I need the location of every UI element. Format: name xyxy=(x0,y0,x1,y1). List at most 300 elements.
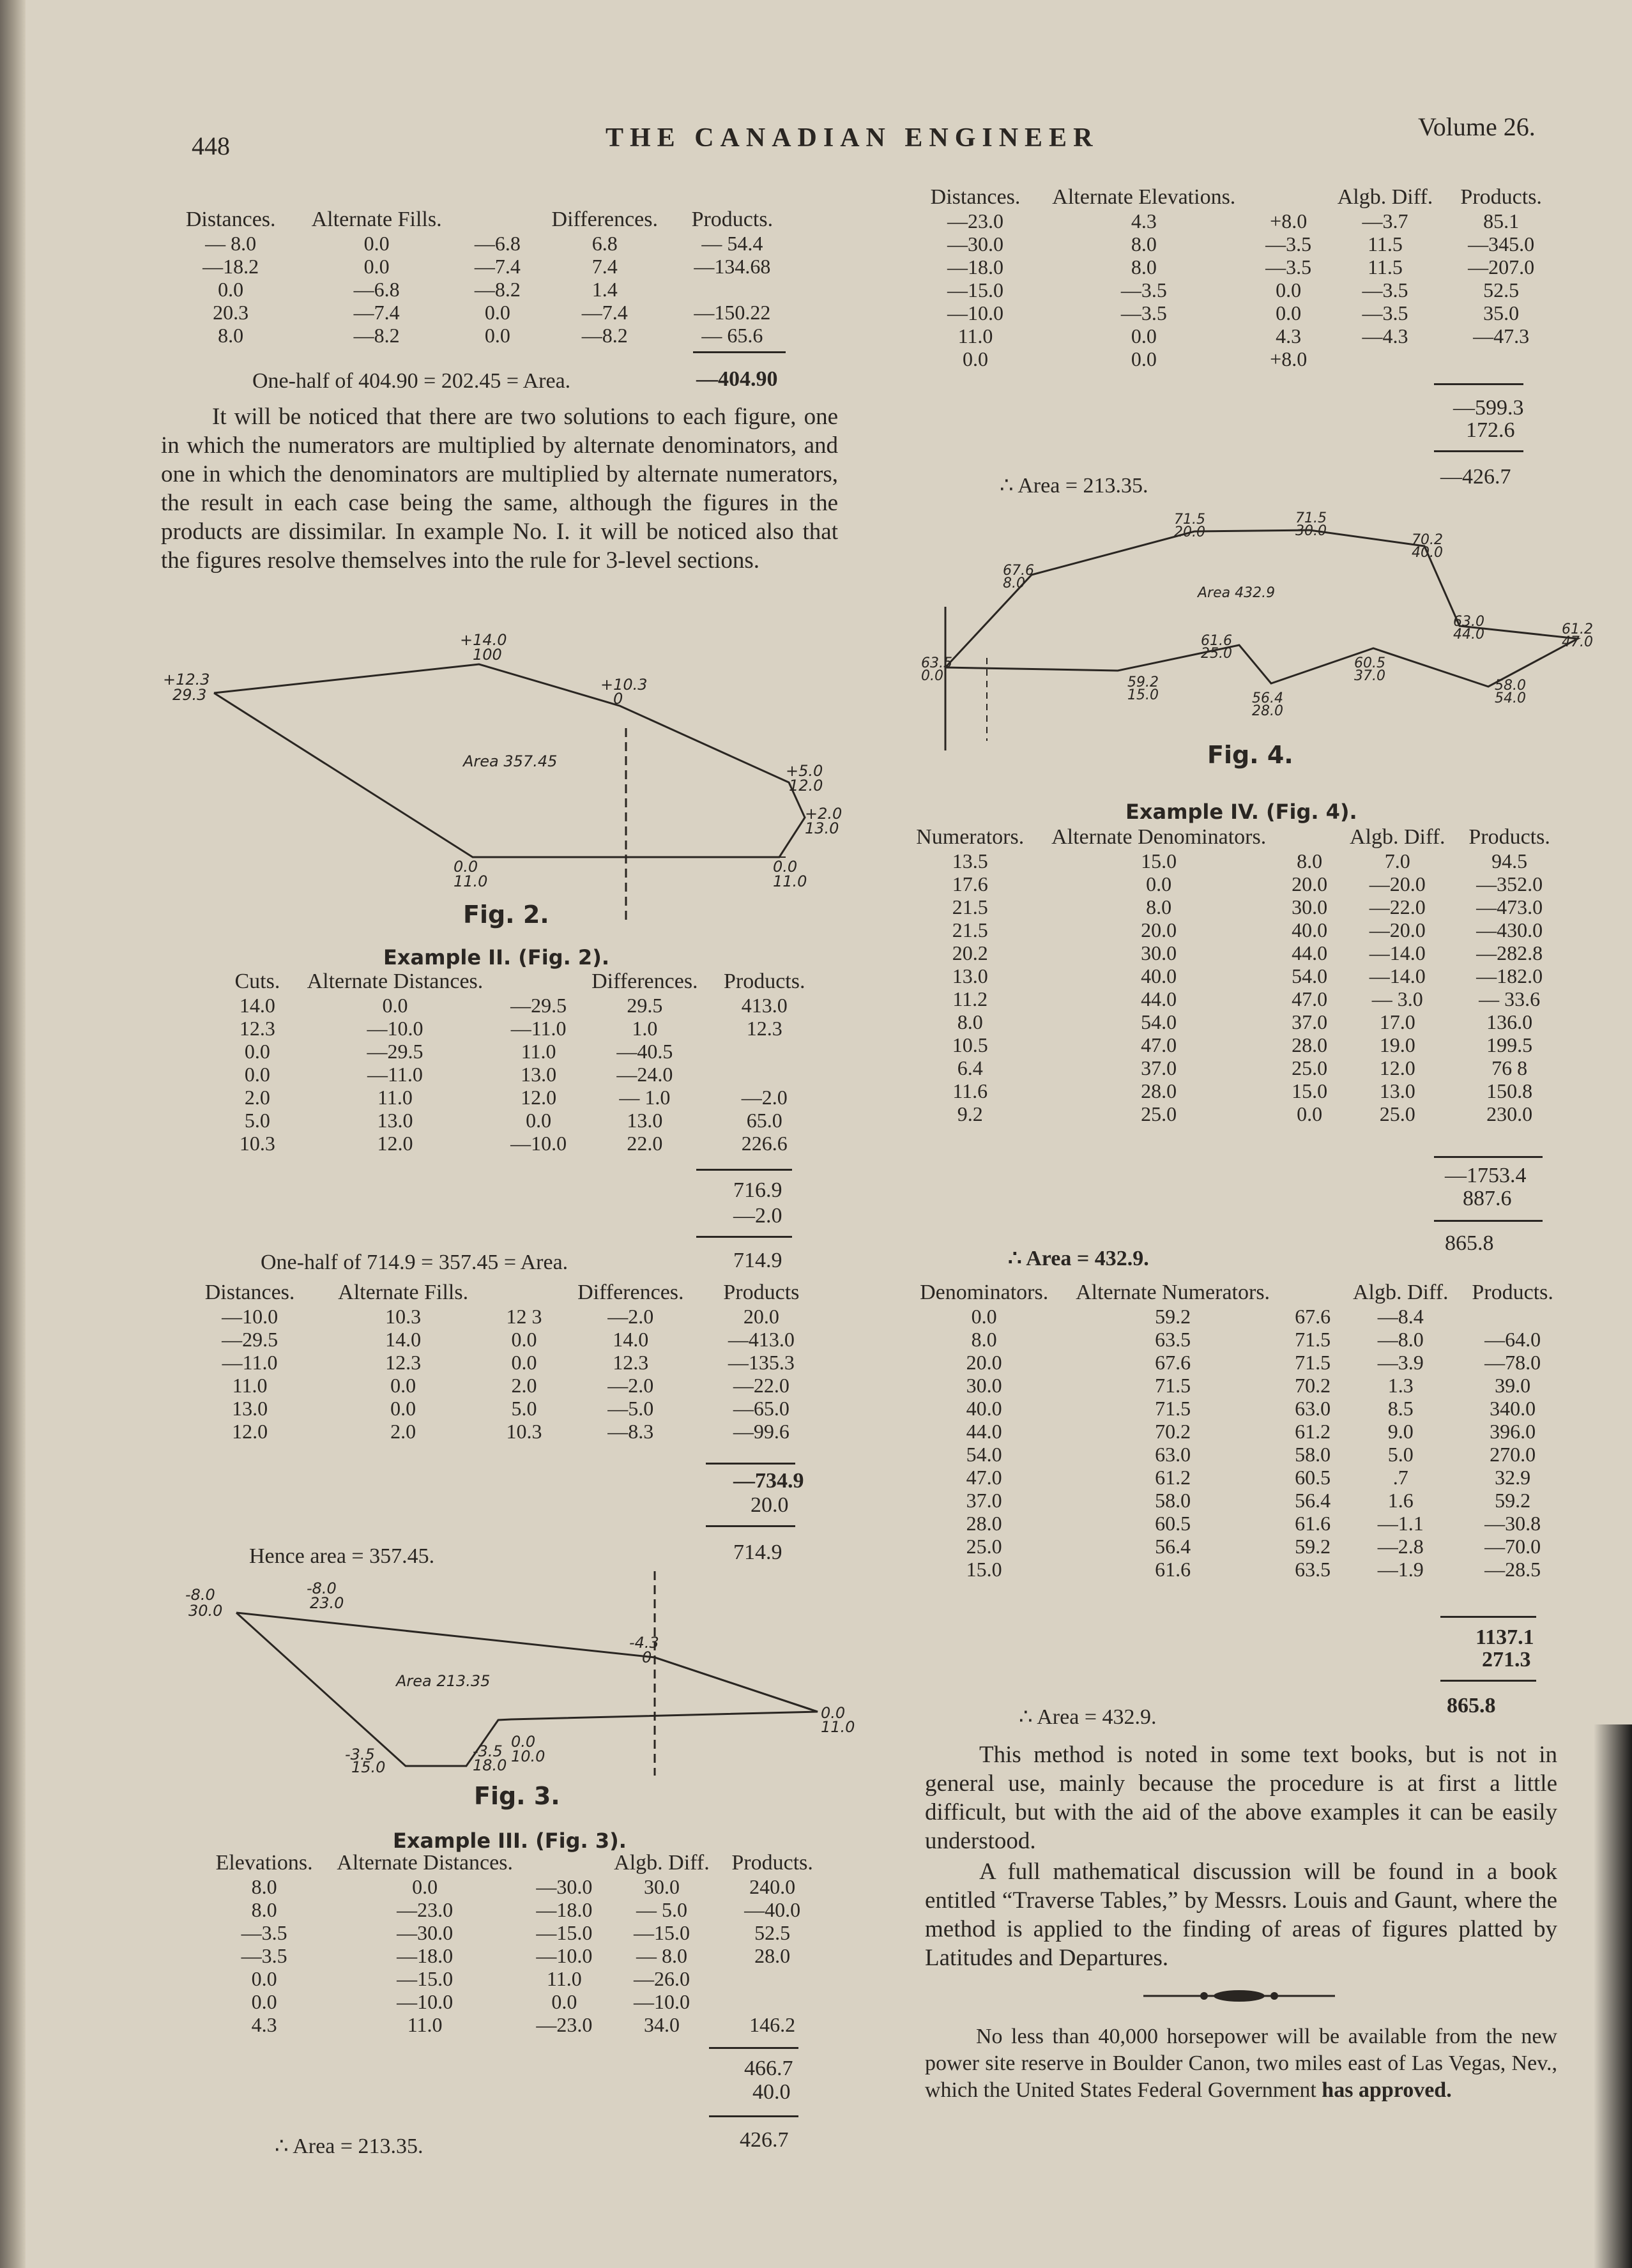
rule xyxy=(706,1525,795,1527)
table-cell: 1.6 xyxy=(1387,1489,1414,1512)
table-cell: —23.0 xyxy=(947,209,1003,232)
table-cell xyxy=(1323,347,1447,370)
table-cell xyxy=(711,1063,818,1086)
table-cell: 0.0 xyxy=(218,278,244,301)
table-row xyxy=(907,1489,1565,1512)
figure-label: 12.0 xyxy=(789,777,823,795)
table-cell xyxy=(1447,347,1555,370)
table-row xyxy=(917,301,1555,324)
table-row xyxy=(907,1558,1565,1581)
figure-label: -8.0 xyxy=(185,1586,215,1604)
table-cell: —40.5 xyxy=(616,1040,673,1063)
table4b-subtotal-2: 271.3 xyxy=(1482,1648,1531,1671)
table-cell: —473.0 xyxy=(1476,895,1543,918)
table-cell: 67.6 xyxy=(1295,1305,1331,1328)
table-row xyxy=(224,994,818,1017)
table-row xyxy=(907,1466,1565,1489)
table-cell: 0.0 xyxy=(363,232,390,255)
example-3-subtotal-2: 40.0 xyxy=(752,2080,791,2104)
table-cell: 85.1 xyxy=(1483,209,1520,232)
table-cell: 4.3 xyxy=(251,2013,277,2036)
table-cell: 63.0 xyxy=(1155,1443,1191,1466)
table-cell: 9.2 xyxy=(957,1102,983,1125)
table-cell: 226.6 xyxy=(741,1132,788,1155)
table-cell: 0.0 xyxy=(1131,347,1157,370)
table-cell: 0.0 xyxy=(511,1351,537,1374)
table-cell: 8.0 xyxy=(957,1010,983,1033)
table-row xyxy=(917,278,1555,301)
table-cell: 15.0 xyxy=(1292,1079,1328,1102)
table-cell: 28.0 xyxy=(966,1512,1002,1535)
page-number: 448 xyxy=(192,132,230,160)
figure-label: 30.0 xyxy=(1295,523,1327,539)
table-row xyxy=(917,324,1555,347)
table-cell: 34.0 xyxy=(643,2013,680,2036)
table-row xyxy=(907,1420,1565,1443)
table-cell: 58.0 xyxy=(1295,1443,1331,1466)
column-header: Differences. xyxy=(551,208,658,231)
table-cell: 7.0 xyxy=(1384,849,1410,872)
table-cell: —29.5 xyxy=(367,1040,423,1063)
table-row xyxy=(204,1967,824,1990)
table-cell: 0.0 xyxy=(1146,872,1172,895)
table3b-area: ∴ Area = 213.35. xyxy=(1000,474,1148,498)
table-cell: —70.0 xyxy=(1484,1535,1541,1558)
table-row xyxy=(185,1351,818,1374)
column-header: Distances. xyxy=(185,208,276,231)
table3b-total: —426.7 xyxy=(1440,465,1511,489)
table-cell: —15.0 xyxy=(633,1921,690,1944)
figure-3-diagram xyxy=(179,1565,856,1776)
example-2-table xyxy=(224,970,818,1155)
table-cell: 59.2 xyxy=(1295,1535,1331,1558)
figure-area-label: Area 357.45 xyxy=(463,752,558,770)
table-cell: 22.0 xyxy=(627,1132,663,1155)
table-row xyxy=(204,1990,824,2013)
table-cell: 59.2 xyxy=(1155,1305,1191,1328)
table-row xyxy=(185,1374,818,1397)
figure-label: 20.0 xyxy=(1174,524,1205,540)
table-cell: 0.0 xyxy=(551,1990,577,2013)
figure-label: 100 xyxy=(473,646,502,664)
table-row xyxy=(917,255,1555,278)
table-cell: 5.0 xyxy=(244,1109,270,1132)
figure-label: 61.2 xyxy=(1562,621,1593,637)
table-cell: —2.8 xyxy=(1377,1535,1424,1558)
table-cell: —26.0 xyxy=(633,1967,690,1990)
table-row xyxy=(169,232,789,255)
table-row xyxy=(904,895,1562,918)
table-cell: 5.0 xyxy=(511,1397,537,1420)
table-cell: 8.0 xyxy=(251,1898,277,1921)
table-cell: 11.0 xyxy=(957,324,993,347)
table-cell: —8.2 xyxy=(353,324,400,347)
table-cell: — 65.6 xyxy=(701,324,763,347)
table-row xyxy=(224,1086,818,1109)
table-cell: 11.0 xyxy=(377,1086,413,1109)
table-header-row xyxy=(185,1281,818,1305)
table-cell: 21.5 xyxy=(952,918,988,941)
paragraph-traverse-tables: A full mathematical discussion will be found in a book entitled “Traverse Tables,” by Messrs. Louis and Gaunt, where the method is applied to the finding of areas of figures platted by Latitudes and Departures. xyxy=(925,1859,1557,1971)
table-cell: 52.5 xyxy=(754,1921,791,1944)
figure-area-label: Area 213.35 xyxy=(396,1672,491,1690)
table-cell: —3.9 xyxy=(1377,1351,1424,1374)
table-cell: 11.0 xyxy=(546,1967,582,1990)
table-row xyxy=(224,1017,818,1040)
figure-label: 63.5 xyxy=(921,655,952,671)
table-cell: 0.0 xyxy=(963,347,988,370)
table-cell: 61.6 xyxy=(1155,1558,1191,1581)
column-header: Distances. xyxy=(930,185,1021,209)
table-cell: —15.0 xyxy=(397,1967,454,1990)
table-cell: 0.0 xyxy=(484,324,510,347)
table-cell: —18.0 xyxy=(536,1898,593,1921)
table-cell: 1.3 xyxy=(1387,1374,1414,1397)
rule xyxy=(1440,1680,1536,1682)
table-cell: 11.0 xyxy=(232,1374,268,1397)
table-cell: 47.0 xyxy=(1292,987,1328,1010)
table-cell: —10.0 xyxy=(397,1990,454,2013)
table-cell: —282.8 xyxy=(1476,941,1543,964)
table-cell: — 1.0 xyxy=(619,1086,671,1109)
table-row xyxy=(904,1079,1562,1102)
table-cell: —10.0 xyxy=(536,1944,593,1967)
column-header: Alternate Denominators. xyxy=(1051,825,1267,849)
figure-label: +14.0 xyxy=(460,631,507,649)
example-4-area: ∴ Area = 432.9. xyxy=(1008,1247,1149,1270)
example-4-title: Example IV. (Fig. 4). xyxy=(1125,800,1357,824)
column-header: Algb. Diff. xyxy=(1353,1281,1449,1304)
table-cell: 0.0 xyxy=(363,255,390,278)
figure-label: 13.0 xyxy=(805,819,839,837)
table-cell: 0.0 xyxy=(382,994,408,1017)
table-row xyxy=(204,1875,824,1898)
figure-2-diagram xyxy=(160,631,843,920)
table-cell: 54.0 xyxy=(966,1443,1002,1466)
table-cell: —6.8 xyxy=(474,232,521,255)
table-cell: 28.0 xyxy=(1141,1079,1177,1102)
table-cell: 71.5 xyxy=(1295,1328,1331,1351)
column-header: Cuts. xyxy=(234,970,280,993)
table-cell: .7 xyxy=(1392,1466,1408,1489)
book-gutter xyxy=(0,0,26,2268)
column-header: Differences. xyxy=(577,1281,684,1304)
table-cell: 8.0 xyxy=(218,324,244,347)
table-row xyxy=(907,1397,1565,1420)
figure-label: +12.3 xyxy=(163,671,210,689)
table-cell: 30.0 xyxy=(1141,941,1177,964)
table-cell: 61.2 xyxy=(1295,1420,1331,1443)
table-cell: —7.4 xyxy=(581,301,628,324)
table-cell: +8.0 xyxy=(1270,209,1308,232)
column-header: Alternate Distances. xyxy=(307,970,484,993)
table-cell: —1.1 xyxy=(1377,1512,1424,1535)
figure-label: 63.0 xyxy=(1453,614,1484,630)
table-row xyxy=(907,1535,1565,1558)
table-cell: 17.6 xyxy=(952,872,988,895)
table-cell: 32.9 xyxy=(1495,1466,1531,1489)
figure-label: -4.3 xyxy=(629,1634,659,1652)
figure-label: +10.3 xyxy=(600,676,648,694)
example-2-subtotal-1: 716.9 xyxy=(733,1178,782,1202)
boulder-text: No less than 40,000 horsepower will be available from the new power site reserve in Boulder Canon, two miles east of Las Vegas, Nev., which the United States Federal Government xyxy=(925,2025,1557,2102)
rule xyxy=(1440,1616,1536,1618)
table4b-area: ∴ Area = 432.9. xyxy=(1019,1705,1157,1729)
table-cell: 61.6 xyxy=(1295,1512,1331,1535)
table-row xyxy=(224,1132,818,1155)
table-cell: 40.0 xyxy=(1292,918,1328,941)
figure-label: 71.5 xyxy=(1174,512,1205,528)
table-cell: 0.0 xyxy=(511,1328,537,1351)
table-cell: 14.0 xyxy=(385,1328,422,1351)
column-header: Products. xyxy=(1472,1281,1553,1304)
table-cell: —10.0 xyxy=(510,1132,567,1155)
table-cell: 37.0 xyxy=(966,1489,1002,1512)
table-cell xyxy=(721,1990,824,2013)
table-cell: 0.0 xyxy=(526,1109,552,1132)
table-cell: 37.0 xyxy=(1141,1056,1177,1079)
table-cell: —182.0 xyxy=(1476,964,1543,987)
table-cell xyxy=(1460,1305,1565,1328)
table-cell: —65.0 xyxy=(733,1397,789,1420)
table-cell: — 8.0 xyxy=(636,1944,687,1967)
table-cell: +8.0 xyxy=(1270,347,1308,370)
table-cell: 13.5 xyxy=(952,849,988,872)
table-row xyxy=(907,1305,1565,1328)
figure-label: 0.0 xyxy=(773,858,798,876)
table-header-row xyxy=(204,1851,824,1875)
figure-label: 0 xyxy=(642,1648,652,1666)
table-cell: —64.0 xyxy=(1484,1328,1541,1351)
table-cell: 12.3 xyxy=(385,1351,422,1374)
figure-4-caption: Fig. 4. xyxy=(1207,741,1293,769)
table-cell: 71.5 xyxy=(1155,1397,1191,1420)
page-edge-shadow xyxy=(1594,1724,1632,2268)
table-cell xyxy=(676,278,789,301)
table-cell: 199.5 xyxy=(1486,1033,1533,1056)
figure-3-caption: Fig. 3. xyxy=(474,1782,560,1810)
figure-label: 71.5 xyxy=(1295,510,1327,526)
table2b-subtotal-1: —734.9 xyxy=(733,1469,804,1493)
table-cell: —18.0 xyxy=(397,1944,454,1967)
table-cell: —14.0 xyxy=(1369,964,1426,987)
table-cell: 59.2 xyxy=(1495,1489,1531,1512)
figure-label: 37.0 xyxy=(1354,668,1385,684)
table-cell: 413.0 xyxy=(741,994,788,1017)
table-cell: —14.0 xyxy=(1369,941,1426,964)
table-cell: 35.0 xyxy=(1483,301,1520,324)
table-cell: —10.0 xyxy=(947,301,1003,324)
table-cell: —3.5 xyxy=(241,1921,287,1944)
figure-label: 28.0 xyxy=(1252,703,1283,719)
table-cell: 11.0 xyxy=(407,2013,443,2036)
table-row xyxy=(204,1898,824,1921)
table-cell: —99.6 xyxy=(733,1420,789,1443)
table-cell: 5.0 xyxy=(1387,1443,1414,1466)
column-header: Products. xyxy=(1460,185,1542,209)
table-cell: 29.5 xyxy=(627,994,663,1017)
table-cell xyxy=(721,1967,824,1990)
example-3-total: 426.7 xyxy=(740,2128,789,2152)
figure-label: 0.0 xyxy=(821,1704,846,1722)
table-cell: 28.0 xyxy=(1292,1033,1328,1056)
figure-label: 40.0 xyxy=(1412,545,1443,561)
column-header: Alternate Distances. xyxy=(337,1851,513,1875)
table-cell: 0.0 xyxy=(1131,324,1157,347)
table-row xyxy=(907,1512,1565,1535)
table-cell: 30.0 xyxy=(966,1374,1002,1397)
table-cell: 340.0 xyxy=(1490,1397,1536,1420)
table-header-row xyxy=(917,185,1555,209)
table-cell: 270.0 xyxy=(1490,1443,1536,1466)
table-row xyxy=(169,255,789,278)
table1-total: —404.90 xyxy=(696,367,778,391)
table-row xyxy=(204,1921,824,1944)
table-cell: 0.0 xyxy=(244,1063,270,1086)
table-cell: —29.5 xyxy=(510,994,567,1017)
table-cell: — 5.0 xyxy=(636,1898,687,1921)
table-cell: 2.0 xyxy=(390,1420,416,1443)
figure-label: 54.0 xyxy=(1495,690,1526,706)
rule xyxy=(706,1463,795,1465)
table-cell: 136.0 xyxy=(1486,1010,1533,1033)
table-cell: 15.0 xyxy=(966,1558,1002,1581)
example-4-second-table xyxy=(907,1281,1565,1581)
table-cell: 37.0 xyxy=(1292,1010,1328,1033)
figure-label: 0.0 xyxy=(454,858,478,876)
table-row xyxy=(185,1420,818,1443)
table-cell: 0.0 xyxy=(251,1990,277,2013)
table-cell: 63.5 xyxy=(1295,1558,1331,1581)
rule xyxy=(709,2115,798,2117)
column-header: Distances. xyxy=(204,1281,295,1304)
boulder-text-bold: has approved. xyxy=(1322,2078,1452,2102)
figure-label: 0.0 xyxy=(511,1733,536,1751)
figure-label: 8.0 xyxy=(1003,575,1025,591)
table-cell: 20.0 xyxy=(1292,872,1328,895)
table-cell: —345.0 xyxy=(1468,232,1535,255)
table-cell: 8.0 xyxy=(1297,849,1323,872)
table-cell: —8.3 xyxy=(607,1420,654,1443)
table-row xyxy=(904,1033,1562,1056)
table-cell: 0.0 xyxy=(244,1040,270,1063)
figure-label: 0 xyxy=(613,690,623,708)
table-cell: 20.0 xyxy=(1141,918,1177,941)
column-header: Algb. Diff. xyxy=(1350,825,1445,849)
table-row xyxy=(904,872,1562,895)
table-cell: 11.5 xyxy=(1368,255,1403,278)
table-cell: 0.0 xyxy=(390,1397,416,1420)
rule xyxy=(709,2047,798,2049)
table-cell: 12.0 xyxy=(232,1420,268,1443)
example-2-title: Example II. (Fig. 2). xyxy=(383,945,609,970)
table-cell: —20.0 xyxy=(1369,872,1426,895)
table-cell: 240.0 xyxy=(749,1875,796,1898)
table-row xyxy=(907,1443,1565,1466)
table-row xyxy=(904,1102,1562,1125)
table-row xyxy=(907,1328,1565,1351)
paragraph-method-noted: This method is noted in some text books, but is not in general use, mainly because the procedure is at first a little difficult, but with the aid of the above examples it can be easily understood. xyxy=(925,1742,1557,1854)
table-cell: 54.0 xyxy=(1292,964,1328,987)
table-cell: 60.5 xyxy=(1155,1512,1191,1535)
table-cell: 12.3 xyxy=(613,1351,649,1374)
table-cell: 25.0 xyxy=(1379,1102,1415,1125)
table-cell: 0.0 xyxy=(484,301,510,324)
table-cell: 13.0 xyxy=(521,1063,557,1086)
table-row xyxy=(169,301,789,324)
table-cell: 10.5 xyxy=(952,1033,988,1056)
table-cell: 20.0 xyxy=(743,1305,779,1328)
table-cell: 54.0 xyxy=(1141,1010,1177,1033)
table-cell: 65.0 xyxy=(746,1109,782,1132)
table-cell: —3.5 xyxy=(1362,278,1408,301)
table-row xyxy=(917,347,1555,370)
rule xyxy=(1434,383,1523,385)
figure-label: 18.0 xyxy=(473,1756,507,1774)
column-header: Algb. Diff. xyxy=(1337,185,1433,209)
table-cell: —2.0 xyxy=(607,1305,654,1328)
table-cell: 61.2 xyxy=(1155,1466,1191,1489)
table-cell: 12 3 xyxy=(506,1305,542,1328)
table-cell: 230.0 xyxy=(1486,1102,1533,1125)
table-row xyxy=(185,1328,818,1351)
figure-label: +2.0 xyxy=(805,805,843,823)
table-cell: 1.4 xyxy=(591,278,618,301)
table-cell: 11.5 xyxy=(1368,232,1403,255)
figure-label: -3.5 xyxy=(473,1742,503,1760)
table-cell: 28.0 xyxy=(754,1944,791,1967)
table-cell xyxy=(711,1040,818,1063)
column-header: Elevations. xyxy=(215,1851,313,1875)
table-cell: —1.9 xyxy=(1377,1558,1424,1581)
table-cell: —7.4 xyxy=(353,301,400,324)
table-cell: —47.3 xyxy=(1473,324,1530,347)
table-row xyxy=(169,324,789,347)
table-cell: 8.0 xyxy=(1131,232,1157,255)
figure-label: 29.3 xyxy=(172,686,207,704)
table-cell: —135.3 xyxy=(728,1351,795,1374)
column-header xyxy=(492,1281,556,1305)
table-cell: 67.6 xyxy=(1155,1351,1191,1374)
figure-label: +5.0 xyxy=(786,762,823,780)
example-4-subtotal-2: 887.6 xyxy=(1463,1187,1512,1210)
example-2-total: 714.9 xyxy=(733,1249,782,1272)
rule xyxy=(1434,450,1523,452)
column-header: Alternate Numerators. xyxy=(1076,1281,1270,1304)
table-cell: —10.0 xyxy=(367,1017,423,1040)
hence-area: Hence area = 357.45. xyxy=(249,1544,435,1568)
table-cell: 58.0 xyxy=(1155,1489,1191,1512)
table-cell: — 33.6 xyxy=(1479,987,1541,1010)
example-4-total: 865.8 xyxy=(1445,1231,1494,1255)
table1-summary: One-half of 404.90 = 202.45 = Area. xyxy=(252,369,571,393)
table-cell: 20.0 xyxy=(966,1351,1002,1374)
table-cell: —30.0 xyxy=(947,232,1003,255)
example-4-subtotal-1: —1753.4 xyxy=(1445,1164,1527,1187)
figure-label: 30.0 xyxy=(188,1602,223,1620)
figure-label: 15.0 xyxy=(351,1758,386,1776)
table-cell: —8.2 xyxy=(474,278,521,301)
table-cell: —3.5 xyxy=(1265,255,1312,278)
table-cell: —7.4 xyxy=(474,255,521,278)
column-header xyxy=(499,970,578,994)
table-cell: —15.0 xyxy=(536,1921,593,1944)
figure-4-diagram xyxy=(913,510,1593,754)
table-cell: —5.0 xyxy=(607,1397,654,1420)
example-3-second-table xyxy=(917,185,1555,370)
table-cell: — 3.0 xyxy=(1371,987,1423,1010)
table-cell: —11.0 xyxy=(510,1017,567,1040)
